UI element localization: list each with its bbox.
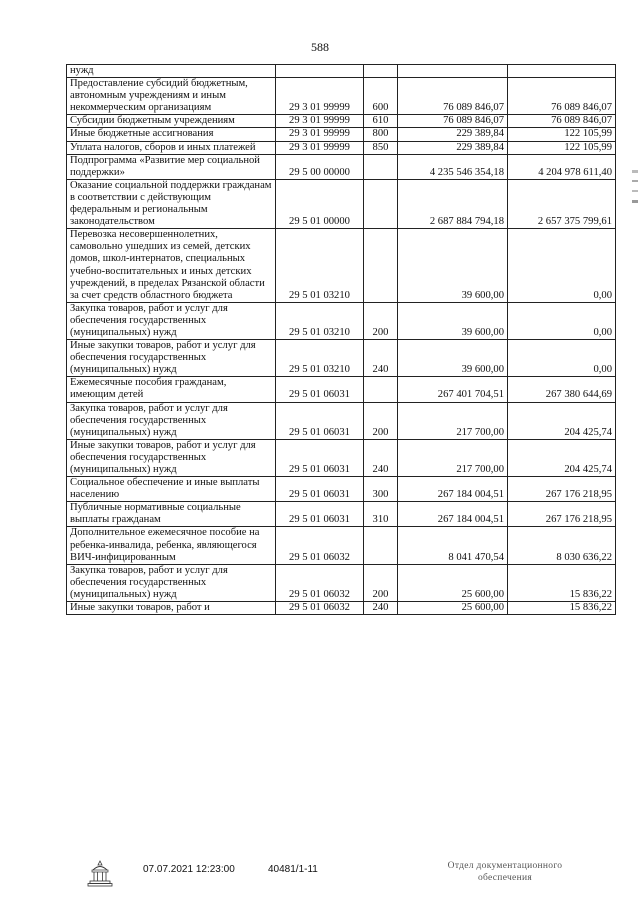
cell-vr: 300 xyxy=(364,477,398,502)
cell-csr: 29 5 01 03210 xyxy=(276,340,364,377)
cell-vr: 240 xyxy=(364,439,398,476)
cell-name: Субсидии бюджетным учреждениям xyxy=(67,115,276,128)
cell-name: Оказание социальной поддержки гражданам в соответствии с действующим федеральным и региональным законодательством xyxy=(67,179,276,228)
stamp-department xyxy=(430,860,580,884)
cell-s1: 267 401 704,51 xyxy=(398,377,508,402)
cell-s2: 122 105,99 xyxy=(508,141,616,154)
cell-s1: 39 600,00 xyxy=(398,302,508,339)
budget-table-body xyxy=(67,65,616,615)
cell-name: Иные закупки товаров, работ и услуг для обеспечения государственных (муниципальных) нужд xyxy=(67,439,276,476)
table-row xyxy=(67,78,616,115)
cell-s2: 0,00 xyxy=(508,340,616,377)
cell-csr xyxy=(276,65,364,78)
cell-s1: 229 389,84 xyxy=(398,141,508,154)
stamp-department-line1: Отдел документационного xyxy=(447,861,563,871)
cell-vr: 240 xyxy=(364,602,398,615)
cell-name: Предоставление субсидий бюджетным, автономным учреждениям и иным некоммерческим организациям xyxy=(67,78,276,115)
cell-csr: 29 3 01 99999 xyxy=(276,78,364,115)
cell-csr: 29 5 01 03210 xyxy=(276,302,364,339)
table-row xyxy=(67,65,616,78)
cell-vr: 200 xyxy=(364,302,398,339)
cell-name: Социальное обеспечение и иные выплаты населению xyxy=(67,477,276,502)
cell-csr: 29 5 00 00000 xyxy=(276,154,364,179)
table-row xyxy=(67,128,616,141)
table-row xyxy=(67,564,616,601)
cell-s2: 267 380 644,69 xyxy=(508,377,616,402)
cell-s1: 267 184 004,51 xyxy=(398,477,508,502)
table-row xyxy=(67,302,616,339)
cell-vr: 850 xyxy=(364,141,398,154)
table-row xyxy=(67,502,616,527)
cell-name: Уплата налогов, сборов и иных платежей xyxy=(67,141,276,154)
cell-s1: 25 600,00 xyxy=(398,564,508,601)
cell-csr: 29 5 01 06031 xyxy=(276,377,364,402)
cell-s2: 4 204 978 611,40 xyxy=(508,154,616,179)
cell-s2: 15 836,22 xyxy=(508,564,616,601)
cell-csr: 29 5 01 06031 xyxy=(276,502,364,527)
cell-vr: 610 xyxy=(364,115,398,128)
table-row xyxy=(67,179,616,228)
cell-csr: 29 5 01 06031 xyxy=(276,439,364,476)
cell-vr xyxy=(364,154,398,179)
cell-csr: 29 5 01 06031 xyxy=(276,402,364,439)
cell-s1: 267 184 004,51 xyxy=(398,502,508,527)
cell-s1: 2 687 884 794,18 xyxy=(398,179,508,228)
table-row xyxy=(67,527,616,564)
cell-vr: 310 xyxy=(364,502,398,527)
cell-name: Подпрограмма «Развитие мер социальной поддержки» xyxy=(67,154,276,179)
cell-s1: 229 389,84 xyxy=(398,128,508,141)
cell-s2: 204 425,74 xyxy=(508,402,616,439)
cell-s1: 217 700,00 xyxy=(398,402,508,439)
cell-name: Иные бюджетные ассигнования xyxy=(67,128,276,141)
cell-csr: 29 3 01 99999 xyxy=(276,128,364,141)
cell-name: Перевозка несовершеннолетних, самовольно ушедших из семей, детских домов, школ-интернатов, специальных учебно-воспитательных и иных детских учреждений, в пределах Рязанской области за счет средств областного бюджета xyxy=(67,229,276,303)
table-row xyxy=(67,602,616,615)
cell-s2: 122 105,99 xyxy=(508,128,616,141)
cell-s1 xyxy=(398,65,508,78)
building-emblem-icon xyxy=(87,859,113,887)
table-row xyxy=(67,141,616,154)
cell-name: Закупка товаров, работ и услуг для обеспечения государственных (муниципальных) нужд xyxy=(67,302,276,339)
cell-csr: 29 3 01 99999 xyxy=(276,115,364,128)
cell-vr xyxy=(364,229,398,303)
cell-s2: 15 836,22 xyxy=(508,602,616,615)
stamp-datetime: 07.07.2021 12:23:00 xyxy=(143,864,235,875)
cell-s2: 76 089 846,07 xyxy=(508,115,616,128)
cell-s2: 0,00 xyxy=(508,302,616,339)
table-row xyxy=(67,115,616,128)
cell-csr: 29 5 01 06032 xyxy=(276,564,364,601)
cell-csr: 29 5 01 03210 xyxy=(276,229,364,303)
cell-s2: 267 176 218,95 xyxy=(508,502,616,527)
cell-name: Иные закупки товаров, работ и xyxy=(67,602,276,615)
cell-s2 xyxy=(508,65,616,78)
cell-s1: 4 235 546 354,18 xyxy=(398,154,508,179)
cell-s2: 0,00 xyxy=(508,229,616,303)
document-footer xyxy=(0,858,640,898)
cell-name: Иные закупки товаров, работ и услуг для обеспечения государственных (муниципальных) нужд xyxy=(67,340,276,377)
cell-name: Закупка товаров, работ и услуг для обеспечения государственных (муниципальных) нужд xyxy=(67,564,276,601)
cell-vr xyxy=(364,179,398,228)
cell-s1: 25 600,00 xyxy=(398,602,508,615)
cell-s1: 39 600,00 xyxy=(398,229,508,303)
cell-name: Дополнительное ежемесячное пособие на ребенка-инвалида, ребенка, являющегося ВИЧ-инфицированным xyxy=(67,527,276,564)
table-row xyxy=(67,439,616,476)
cell-s1: 39 600,00 xyxy=(398,340,508,377)
cell-s2: 2 657 375 799,61 xyxy=(508,179,616,228)
cell-vr xyxy=(364,527,398,564)
cell-vr: 240 xyxy=(364,340,398,377)
cell-name: Закупка товаров, работ и услуг для обеспечения государственных (муниципальных) нужд xyxy=(67,402,276,439)
cell-s1: 8 041 470,54 xyxy=(398,527,508,564)
budget-table xyxy=(66,64,616,615)
page-number: 588 xyxy=(311,40,329,54)
cell-s2: 204 425,74 xyxy=(508,439,616,476)
table-row xyxy=(67,477,616,502)
cell-s2: 8 030 636,22 xyxy=(508,527,616,564)
cell-csr: 29 5 01 00000 xyxy=(276,179,364,228)
cell-vr: 600 xyxy=(364,78,398,115)
cell-name: Публичные нормативные социальные выплаты гражданам xyxy=(67,502,276,527)
cell-s1: 217 700,00 xyxy=(398,439,508,476)
cell-csr: 29 3 01 99999 xyxy=(276,141,364,154)
cell-vr: 200 xyxy=(364,402,398,439)
table-row xyxy=(67,402,616,439)
cell-vr: 200 xyxy=(364,564,398,601)
cell-name: Ежемесячные пособия гражданам, имеющим детей xyxy=(67,377,276,402)
cell-vr xyxy=(364,377,398,402)
cell-csr: 29 5 01 06031 xyxy=(276,477,364,502)
stamp-document-number: 40481/1-11 xyxy=(268,864,318,875)
cell-vr: 800 xyxy=(364,128,398,141)
cell-s1: 76 089 846,07 xyxy=(398,115,508,128)
table-row xyxy=(67,377,616,402)
cell-csr: 29 5 01 06032 xyxy=(276,602,364,615)
stamp-department-line2: обеспечения xyxy=(477,873,533,883)
cell-vr xyxy=(364,65,398,78)
table-row xyxy=(67,229,616,303)
cell-csr: 29 5 01 06032 xyxy=(276,527,364,564)
table-row xyxy=(67,154,616,179)
cell-s2: 267 176 218,95 xyxy=(508,477,616,502)
cell-s2: 76 089 846,07 xyxy=(508,78,616,115)
table-row xyxy=(67,340,616,377)
cell-name: нужд xyxy=(67,65,276,78)
scan-edge-marks xyxy=(632,170,638,230)
cell-s1: 76 089 846,07 xyxy=(398,78,508,115)
